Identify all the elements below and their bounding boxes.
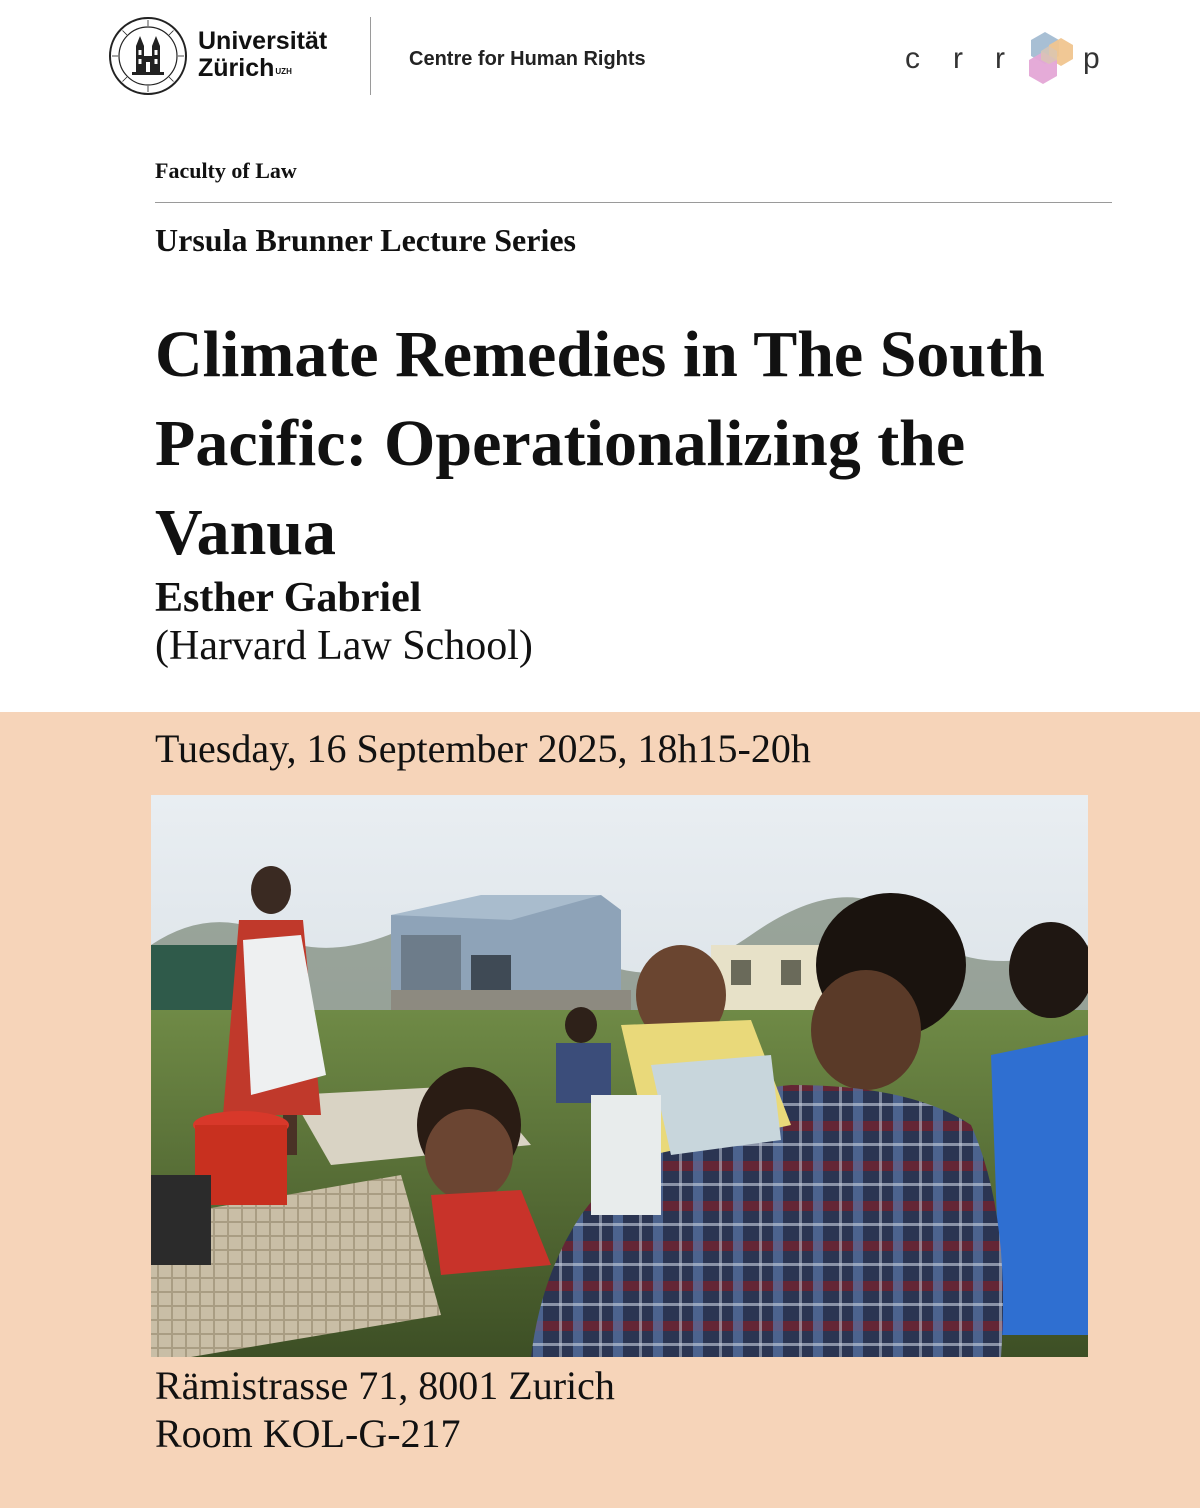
faculty-label: Faculty of Law bbox=[155, 158, 297, 183]
hexagon-cluster-icon bbox=[1029, 32, 1073, 84]
event-datetime: Tuesday, 16 September 2025, 18h15-20h bbox=[155, 726, 811, 771]
crrp-letter-r1: r bbox=[953, 42, 963, 75]
crrp-letter-p: p bbox=[1083, 42, 1100, 75]
header-divider bbox=[370, 17, 371, 95]
university-suffix: UZH bbox=[275, 67, 292, 76]
speaker-affiliation: (Harvard Law School) bbox=[155, 623, 533, 669]
horizontal-rule bbox=[155, 202, 1112, 203]
event-address: Rämistrasse 71, 8001 Zurich bbox=[155, 1363, 615, 1408]
event-photo bbox=[151, 795, 1088, 1357]
crrp-logo bbox=[895, 26, 1115, 96]
crrp-letter-r2: r bbox=[995, 42, 1005, 75]
uzh-seal-logo bbox=[108, 16, 188, 96]
speaker-name: Esther Gabriel bbox=[155, 575, 422, 621]
crrp-letter-c: c bbox=[905, 42, 920, 75]
centre-name: Centre for Human Rights bbox=[409, 48, 646, 70]
university-wordmark bbox=[198, 28, 327, 82]
lecture-series-title: Ursula Brunner Lecture Series bbox=[155, 222, 576, 258]
university-name-line2: Zürich bbox=[198, 54, 275, 82]
event-room: Room KOL-G-217 bbox=[155, 1411, 461, 1456]
lecture-title: Climate Remedies in The South Pacific: Operationalizing the Vanua bbox=[155, 318, 1045, 569]
university-name-line1: Universität bbox=[198, 27, 328, 55]
